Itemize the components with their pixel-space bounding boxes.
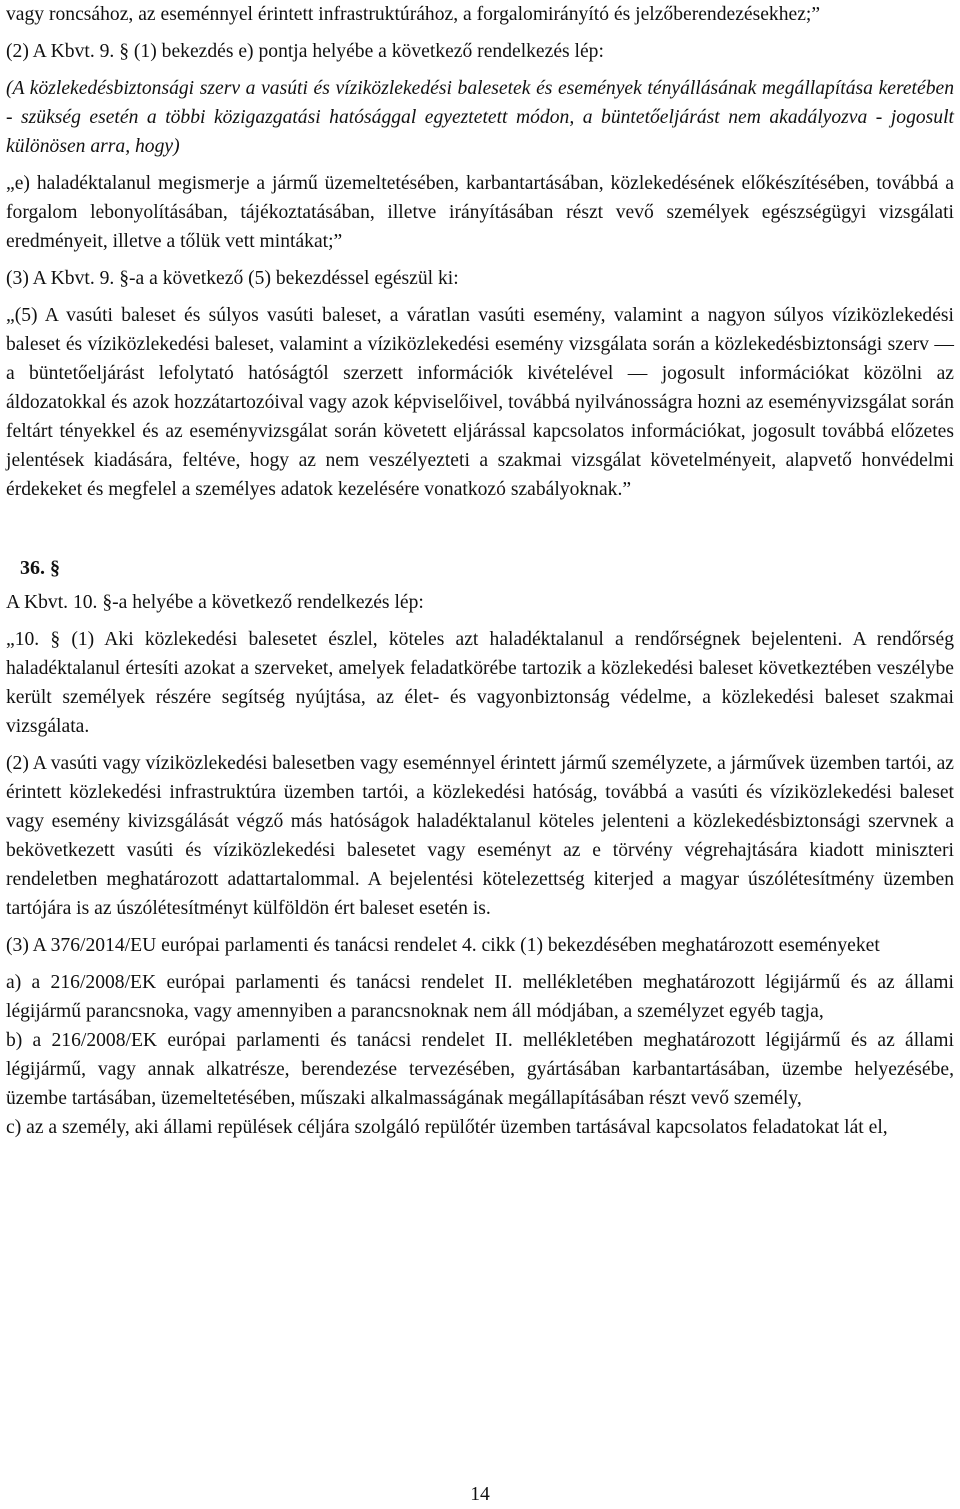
paragraph-point-e: „e) haladéktalanul megismerje a jármű üzemeltetésében, karbantartásában, közlekedésének előkészítésében, továbbá a forgalom lebonyolításában, tájékoztatásában, illetve irányításában részt vevő személyek egészségügyi vizsgálati eredményeit, illetve a tőlük vett mintákat;” <box>6 173 954 252</box>
paragraph-section-10-2: (2) A vasúti vagy víziközlekedési balesetben vagy eseménnyel érintett jármű személyzete, a járművek üzemben tartói, az érintett közlekedési infrastruktúra üzemben tartói, a közlekedési hatóság, továbbá a vasúti és víziközlekedési baleset vagy esemény kivizsgálását végző más hatóságok haladéktalanul köteles jelenteni a közlekedésbiztonsági szervnek a bekövetkezett vasúti és víziközlekedési balesetet vagy eseményt az e törvény végrehajtására kiadott miniszteri rendeletben meghatározott adattartalommal. A bejelentési kötelezettség kiterjed a magyar úszólétesítmény üzemben tartójára is az úszólétesítményt külföldön ért baleset esetén is. <box>6 753 954 919</box>
paragraph-context-italic: (A közlekedésbiztonsági szerv a vasúti és víziközlekedési balesetek és események tényállásának megállapítása keretében - szükség esetén a többi közigazgatási hatósággal egyeztetett módon, a büntetőeljárást nem akadályozva - jogosult különösen arra, hogy) <box>6 78 954 157</box>
paragraph-point-a: a) a 216/2008/EK európai parlamenti és tanácsi rendelet II. mellékletében meghatározott légijármű és az állami légijármű parancsnoka, vagy amennyiben a parancsnoknak nem áll módjában, a személyzet egyéb tagja, <box>6 972 954 1022</box>
paragraph-amendment-3: (3) A Kbvt. 9. §-a a következő (5) bekezdéssel egészül ki: <box>6 268 459 289</box>
paragraph-continuation: vagy roncsához, az eseménnyel érintett infrastruktúrához, a forgalomirányító és jelzőberendezésekhez;” <box>6 4 821 25</box>
section-number: 36. § <box>20 557 60 579</box>
page-number: 14 <box>470 1484 490 1505</box>
paragraph-section-10-1: „10. § (1) Aki közlekedési balesetet észlel, köteles azt haladéktalanul a rendőrségnek bejelenteni. A rendőrség haladéktalanul értesíti azokat a szerveket, amelyek feladatkörébe tartozik a közlekedési baleset következtében veszélybe került személyek részére segítség nyújtása, az élet- és vagyonbiztonság védelme, a közlekedési baleset szakmai vizsgálata. <box>6 629 954 737</box>
paragraph-point-c: c) az a személy, aki állami repülések céljára szolgáló repülőtér üzemben tartásával kapcsolatos feladatokat lát el, <box>6 1117 888 1138</box>
paragraph-amendment-2: (2) A Kbvt. 9. § (1) bekezdés e) pontja helyébe a következő rendelkezés lép: <box>6 41 604 62</box>
document-page <box>6 0 954 1142</box>
paragraph-subsection-5: „(5) A vasúti baleset és súlyos vasúti baleset, a váratlan vasúti esemény, valamint a nagyon súlyos víziközlekedési baleset és víziközlekedési baleset, valamint a víziközlekedési esemény vizsgálata során a közlekedésbiztonsági szerv — a büntetőeljárást lefolytató hatóságtól szerzett információk kivételével — jogosult információkat közölni az áldozatokkal és azok hozzátartozóival vagy azok képviselőivel, továbbá nyilvánosságra hozni az eseményvizsgálat során feltárt tényekkel és az eseményvizsgálat során követett eljárással kapcsolatos információkat, jogosult továbbá előzetes jelentések kiadására, feltéve, hogy az nem veszélyezteti a szakmai vizsgálat követelményeit, alapvető honvédelmi érdekeket és megfelel a személyes adatok kezelésére vonatkozó szabályoknak.” <box>6 305 954 500</box>
section-heading <box>6 554 954 583</box>
paragraph-point-b: b) a 216/2008/EK európai parlamenti és tanácsi rendelet II. mellékletében meghatározott légijármű és az állami légijármű, vagy annak alkatrésze, berendezése tervezésében, gyártásában karbantartásában, üzembe helyezésébe, üzembe tartásában, üzemeltetésében, műszaki alkalmasságának megállapításában részt vevő személy, <box>6 1030 954 1109</box>
paragraph-section-10-3: (3) A 376/2014/EU európai parlamenti és tanácsi rendelet 4. cikk (1) bekezdésében meghatározott eseményeket <box>6 935 880 956</box>
paragraph-section-intro: A Kbvt. 10. §-a helyébe a következő rendelkezés lép: <box>6 592 424 613</box>
